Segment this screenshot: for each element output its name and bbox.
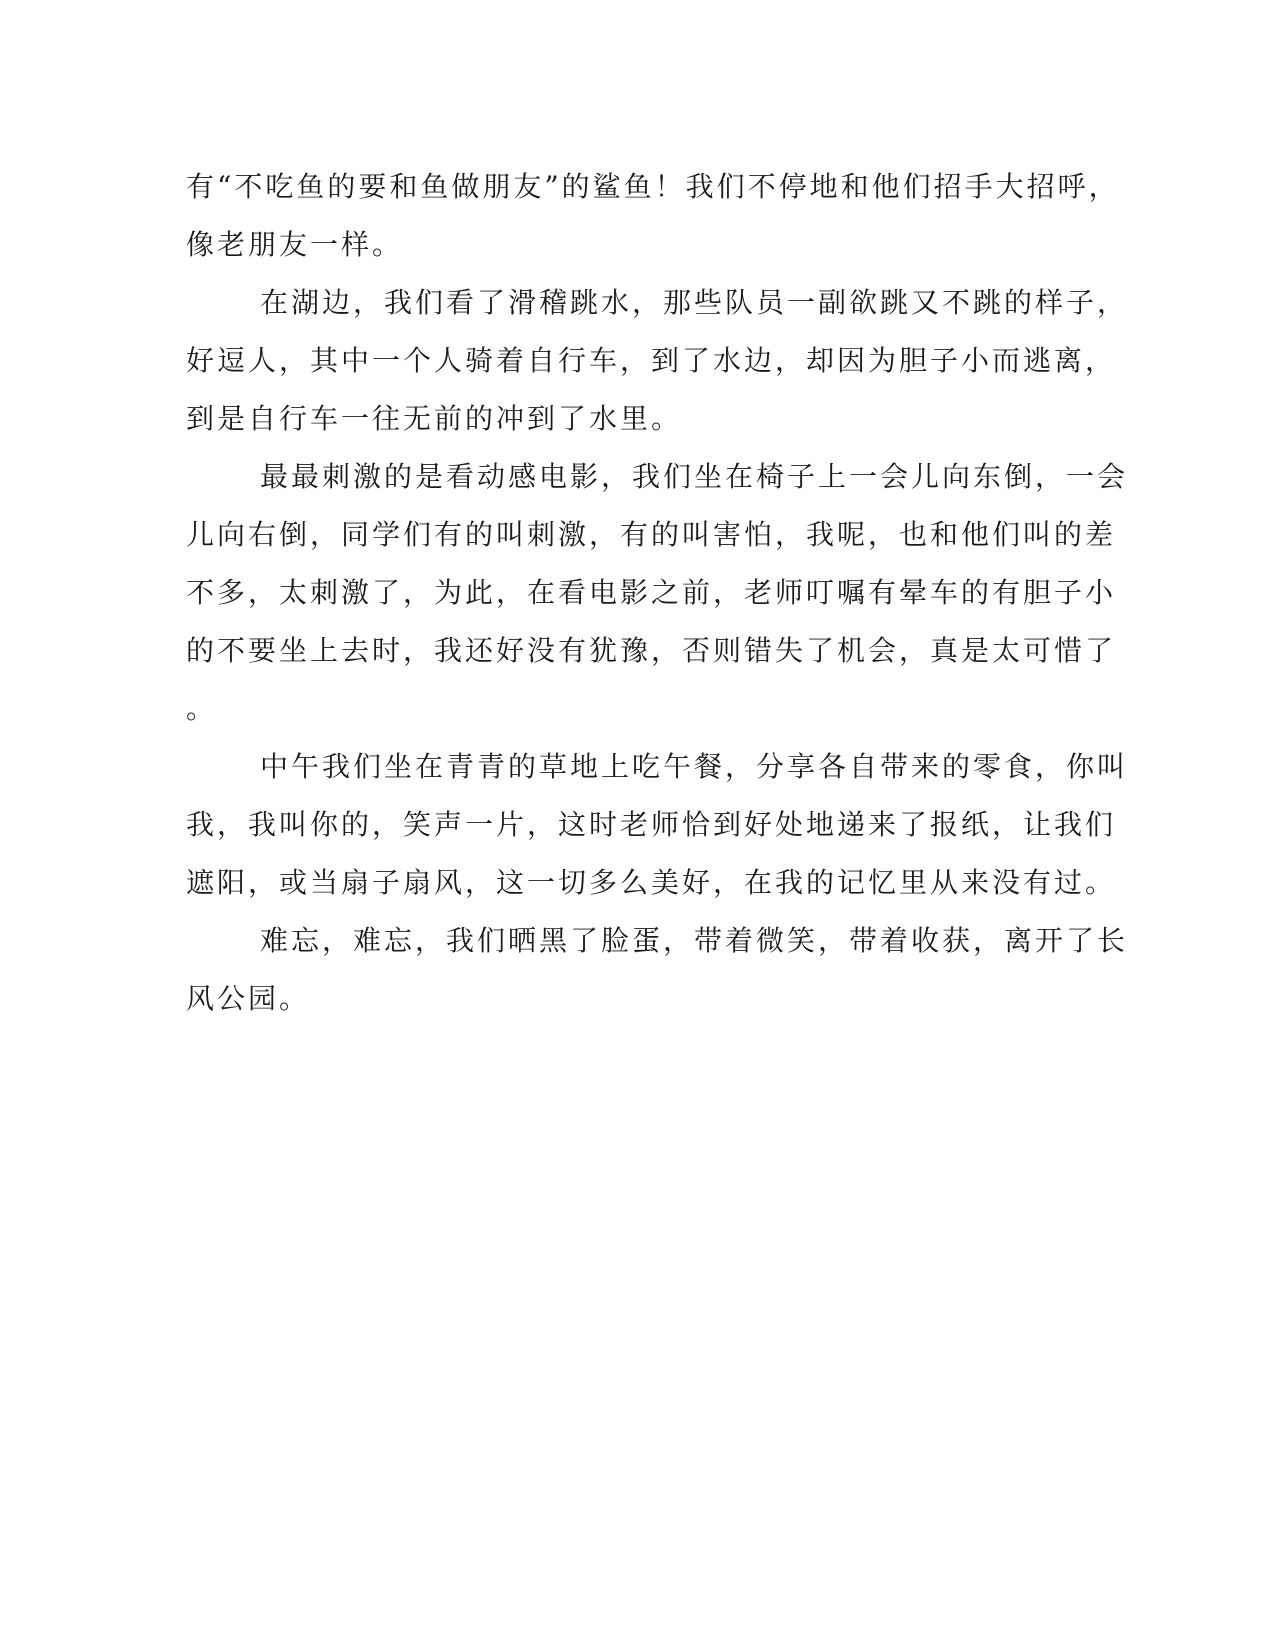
- text-line: 到是自行车一往无前的冲到了水里。: [186, 402, 683, 435]
- text-line: 风公园。: [186, 982, 311, 1015]
- text-line: 。: [186, 692, 218, 725]
- text-line: 有“不吃鱼的要和鱼做朋友”的鲨鱼！我们不停地和他们招手大招呼，: [186, 170, 1120, 203]
- paragraph-first-line: 最最刺激的是看动感电影，我们坐在椅子上一会儿向东倒，一会: [260, 460, 1129, 493]
- paragraph-first-line: 难忘，难忘，我们晒黑了脸蛋，带着微笑，带着收获，离开了长: [260, 924, 1129, 957]
- text-line: 好逗人，其中一个人骑着自行车，到了水边，却因为胆子小而逃离，: [186, 344, 1117, 377]
- text-line: 的不要坐上去时，我还好没有犹豫，否则错失了机会，真是太可惜了: [186, 634, 1117, 667]
- text-line: 遮阳，或当扇子扇风，这一切多么美好，在我的记忆里从来没有过。: [186, 866, 1117, 899]
- text-line: 我，我叫你的，笑声一片，这时老师恰到好处地递来了报纸，让我们: [186, 808, 1117, 841]
- paragraph-first-line: 中午我们坐在青青的草地上吃午餐，分享各自带来的零食，你叫: [260, 750, 1129, 783]
- text-line: 儿向右倒，同学们有的叫刺激，有的叫害怕，我呢，也和他们叫的差: [186, 518, 1117, 551]
- document-body: [186, 158, 1129, 1028]
- text-line: 像老朋友一样。: [186, 228, 404, 261]
- paragraph-first-line: 在湖边，我们看了滑稽跳水，那些队员一副欲跳又不跳的样子，: [260, 286, 1129, 319]
- text-line: 不多，太刺激了，为此，在看电影之前，老师叮嘱有晕车的有胆子小: [186, 576, 1117, 609]
